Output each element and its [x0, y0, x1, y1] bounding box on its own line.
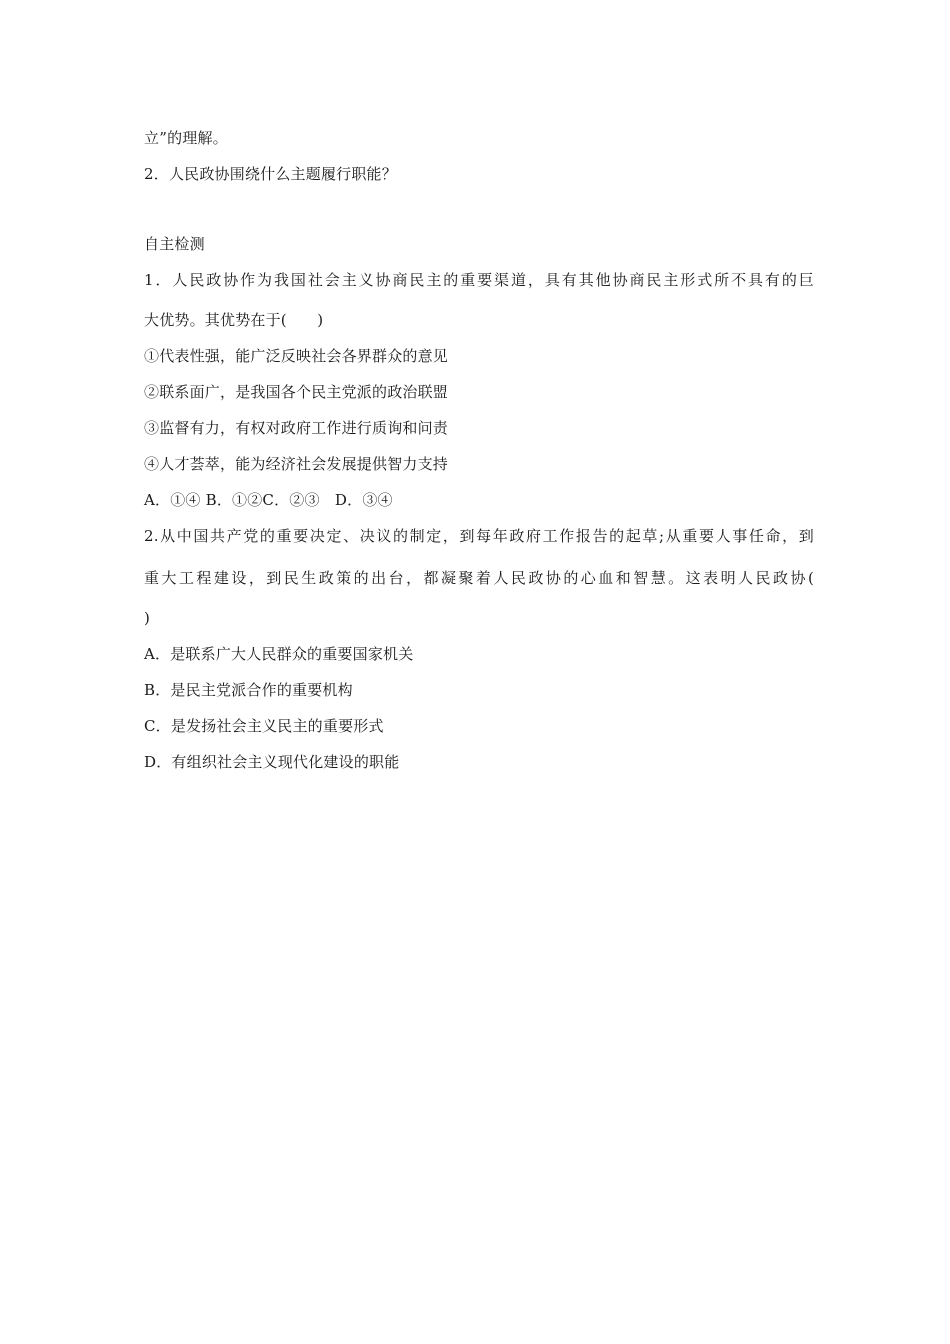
q1-stem-line2: 大优势。其优势在于( ) — [144, 311, 324, 329]
q2-option-a: A．是联系广大人民群众的重要国家机关 — [144, 645, 414, 663]
q2-stem-line2: 重大工程建设，到民生政策的出台，都凝聚着人民政协的心血和智慧。这表明人民政协( — [144, 569, 814, 587]
q1-item-1: ①代表性强，能广泛反映社会各界群众的意见 — [144, 347, 449, 365]
section-heading: 自主检测 — [144, 235, 205, 253]
q1-item-3: ③监督有力，有权对政府工作进行质询和问责 — [144, 419, 449, 437]
preview-question-2: 2．人民政协围绕什么主题履行职能？ — [144, 165, 397, 183]
q1-item-2: ②联系面广，是我国各个民主党派的政治联盟 — [144, 383, 449, 401]
q2-stem-line3: ) — [144, 609, 151, 627]
q2-option-d: D．有组织社会主义现代化建设的职能 — [144, 753, 400, 771]
q2-option-b: B．是民主党派合作的重要机构 — [144, 681, 353, 699]
preview-continuation: 立”的理解。 — [144, 129, 228, 147]
q1-item-4: ④人才荟萃，能为经济社会发展提供智力支持 — [144, 455, 449, 473]
q2-stem-line1: 2.从中国共产党的重要决定、决议的制定，到每年政府工作报告的起草;从重要人事任命，到 — [144, 527, 814, 545]
q1-options: A．①④ B．①②C．②③ D．③④ — [144, 491, 393, 509]
q2-option-c: C．是发扬社会主义民主的重要形式 — [144, 717, 384, 735]
q1-stem-line1: 1．人民政协作为我国社会主义协商民主的重要渠道，具有其他协商民主形式所不具有的巨 — [144, 271, 814, 289]
